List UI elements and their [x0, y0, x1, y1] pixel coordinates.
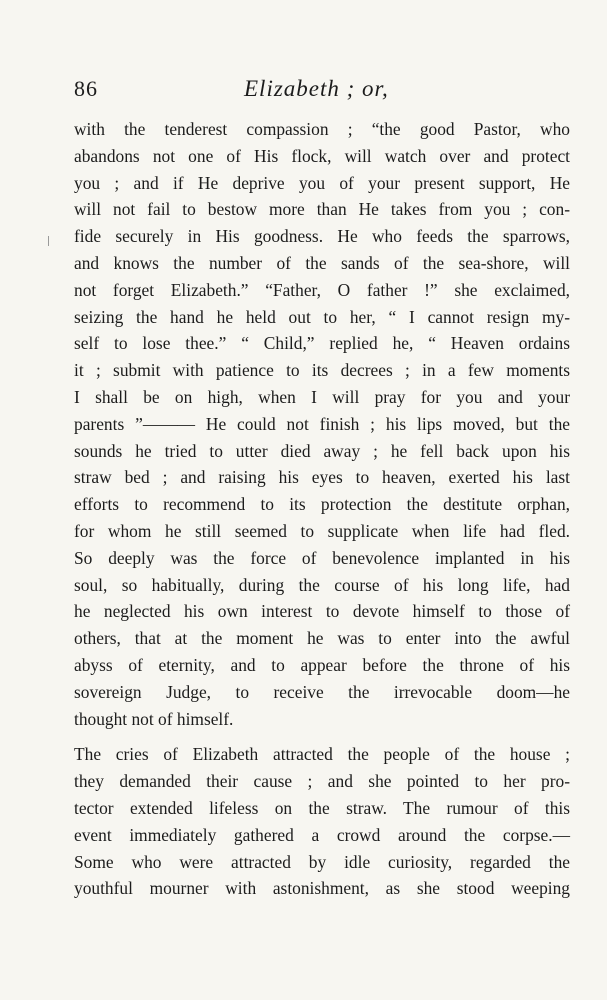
text-line: you ; and if He deprive you of your present support, He [74, 172, 570, 193]
text-line: others, that at the moment he was to enter into the awful [74, 628, 570, 649]
text-line: abyss of eternity, and to appear before the throne of his [74, 654, 570, 675]
paragraph [74, 741, 570, 902]
text-line: event immediately gathered a crowd around the corpse.— [74, 824, 570, 845]
text-line: seizing the hand he held out to her, “ I cannot resign my- [74, 306, 570, 327]
text-line: The cries of Elizabeth attracted the people of the house ; [74, 744, 570, 765]
text-line: Some who were attracted by idle curiosity, regarded the [74, 851, 570, 872]
text-line: sounds he tried to utter died away ; he fell back upon his [74, 440, 570, 461]
text-line: thought not of himself. [74, 708, 234, 729]
text-line: soul, so habitually, during the course of his long life, had [74, 574, 570, 595]
text-line: youthful mourner with astonishment, as she stood weeping [74, 878, 570, 899]
margin-mark [48, 236, 49, 246]
text-line: self to lose thee.” “ Child,” replied he, “ Heaven ordains [74, 333, 570, 354]
text-line: parents ”——— He could not finish ; his lips moved, but the [74, 413, 570, 434]
running-header [74, 76, 571, 106]
text-line: will not fail to bestow more than He takes from you ; con- [74, 199, 570, 220]
text-line: with the tenderest compassion ; “the good Pastor, who [74, 119, 570, 139]
text-line: straw bed ; and raising his eyes to heaven, exerted his last [74, 467, 570, 488]
text-line: it ; submit with patience to its decrees ; in a few moments [74, 360, 570, 381]
text-line: fide securely in His goodness. He who feeds the sparrows, [74, 226, 570, 247]
page-number: 86 [74, 76, 98, 101]
text-line: for whom he still seemed to supplicate when life had fled. [74, 520, 570, 541]
text-line: I shall be on high, when I will pray for you and your [74, 386, 570, 407]
text-line: sovereign Judge, to receive the irrevocable doom—he [74, 681, 570, 702]
paragraph [74, 116, 570, 732]
body-text [74, 116, 570, 902]
text-line: not forget Elizabeth.” “Father, O father !” she exclaimed, [74, 279, 570, 300]
text-line: they demanded their cause ; and she pointed to her pro- [74, 771, 570, 792]
text-line: So deeply was the force of benevolence implanted in his [74, 547, 570, 568]
text-line: efforts to recommend to its protection the destitute orphan, [74, 494, 570, 515]
running-title: Elizabeth ; or, [244, 76, 389, 101]
text-line: and knows the number of the sands of the sea-shore, will [74, 252, 570, 273]
text-line: abandons not one of His flock, will watch over and protect [74, 145, 570, 166]
text-line: tector extended lifeless on the straw. The rumour of this [74, 797, 570, 818]
text-line: he neglected his own interest to devote himself to those of [74, 601, 570, 622]
